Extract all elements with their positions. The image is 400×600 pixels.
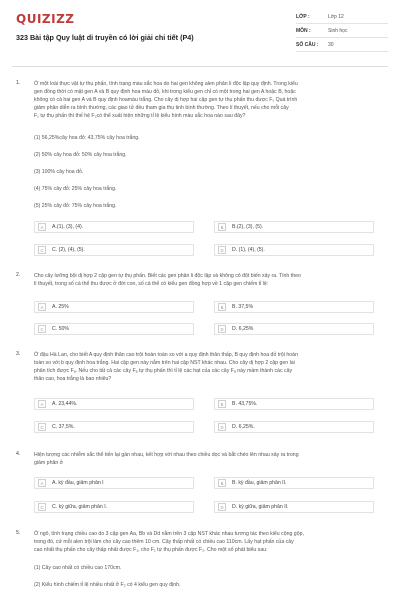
- answer-option-d[interactable]: [214, 501, 374, 513]
- option-text: B. 37,5%: [232, 304, 254, 310]
- answer-option-d[interactable]: [214, 244, 374, 256]
- question-number: 4.: [16, 451, 21, 457]
- meta-table: [296, 10, 388, 52]
- question-text-line: thân cao, hoa trắng là bao nhiêu?: [34, 376, 112, 382]
- option-text: D. 6,25%: [232, 326, 254, 332]
- header-divider: [12, 66, 388, 67]
- answer-option-a[interactable]: [34, 477, 194, 489]
- question-text-line: Ở ngô, tính trạng chiều cao do 3 cặp gen Aa, Bb và Dd nằm trên 3 cặp NST khác nhau tương tác theo kiểu cộng gộp,: [34, 531, 304, 537]
- option-text: C. (2), (4), (5).: [52, 247, 85, 253]
- meta-row-class: [296, 10, 388, 24]
- statement: (2) 50% cây hoa đỏ: 50% cây hoa trắng.: [34, 152, 127, 158]
- answer-option-a[interactable]: [34, 221, 194, 233]
- question-text-line: gen đồng thời có mặt gen A và B quy định hoa màu đỏ, khi trong kiểu gen chỉ có một trong hai gen A hoặc B, hoặc: [34, 89, 296, 95]
- statement: (5) 25% cây đỏ: 75% cây hoa trắng.: [34, 203, 117, 209]
- answer-option-c[interactable]: [34, 501, 194, 513]
- statement: (3) 100% cây hoa đỏ.: [34, 169, 84, 175]
- option-text: D. kỳ giữa, giảm phân II.: [232, 504, 289, 510]
- answer-option-b[interactable]: [214, 477, 374, 489]
- option-letter: B: [218, 303, 226, 311]
- option-letter: B: [218, 400, 226, 408]
- meta-key: SỐ CÂU :: [296, 41, 319, 48]
- option-text: D. (1), (4), (5).: [232, 247, 265, 253]
- question-text-line: lí thuyết, trong số cá thể thu được ở đời con, số cá thể có kiểu gen đồng hợp về 1 cặp gen chiếm tỉ lệ:: [34, 281, 269, 287]
- question-number: 5.: [16, 530, 21, 536]
- option-letter: D: [218, 325, 226, 333]
- question-number: 1.: [16, 80, 21, 86]
- option-letter: C: [38, 423, 46, 431]
- option-letter: D: [218, 423, 226, 431]
- answer-option-c[interactable]: [34, 244, 194, 256]
- option-letter: A: [38, 303, 46, 311]
- answer-option-b[interactable]: [214, 221, 374, 233]
- meta-row-count: [296, 38, 388, 52]
- option-letter: D: [218, 503, 226, 511]
- answer-option-c[interactable]: [34, 421, 194, 433]
- quizizz-logo: QUIZIZZ: [16, 12, 75, 26]
- question-text-line: không có cả hai gen A và B quy định hoamàu trắng. Cho cây dị hợp hai cặp gen tự thụ phấn thu được F₁ Quá trình: [34, 97, 298, 103]
- option-text: A. 25%: [52, 304, 69, 310]
- statement: (1) Cây cao nhất có chiều cao 170cm.: [34, 565, 122, 571]
- answer-option-b[interactable]: [214, 398, 374, 410]
- meta-row-subject: [296, 24, 388, 38]
- option-text: A.(1), (3), (4).: [52, 224, 84, 230]
- meta-value: Lớp 12: [328, 13, 344, 20]
- option-text: C. kỳ giữa, giảm phân I.: [52, 504, 108, 510]
- page-title: 323 Bài tập Quy luật di truyền có lời giải chi tiết (P4): [16, 33, 194, 42]
- question-text-line: phân tích được Fₐ. Nếu cho tất cả các cây Fₐ tự thụ phấn thì tỉ lệ các hạt của các cây Fₐ này mầm thành các cây: [34, 368, 293, 374]
- option-text: B.(2), (3), (5).: [232, 224, 264, 230]
- statement: (4) 75% cây đỏ: 25% cây hoa trắng.: [34, 186, 117, 192]
- question-text-line: Hiện tượng các nhiễm sắc thể tiến lại gần nhau, kết hợp với nhau theo chiều dọc và bắt chéo lên nhau xảy ra trong: [34, 452, 299, 458]
- meta-key: MÔN :: [296, 27, 311, 34]
- question-text-line: giảm phân diễn ra bình thường, các giao tử đều tham gia thụ tinh bình thường. Theo lí thuyết, nếu cho mỗi cây: [34, 105, 289, 111]
- option-letter: C: [38, 503, 46, 511]
- question-text-line: cao nhất thụ phấn cho cây thấp nhất được F₁, cho F₁ tự thụ phấn được F₂. Cho một số phát biểu sau:: [34, 547, 268, 553]
- page-header: [0, 0, 400, 62]
- meta-key: LỚP :: [296, 13, 310, 20]
- meta-value: 30: [328, 41, 334, 48]
- answer-option-a[interactable]: [34, 301, 194, 313]
- meta-value: Sinh học: [328, 27, 348, 34]
- option-letter: B: [218, 479, 226, 487]
- option-letter: C: [38, 246, 46, 254]
- option-letter: C: [38, 325, 46, 333]
- option-letter: B: [218, 223, 226, 231]
- option-text: C. 37,5%.: [52, 424, 75, 430]
- question-text-line: giảm phân ở: [34, 460, 64, 466]
- statement: (1) 56,25%cây hoa đỏ: 43,75% cây hoa trắng.: [34, 135, 140, 141]
- option-text: A. kỳ đầu, giảm phân I: [52, 480, 104, 486]
- question-text-line: toàn so với b quy định hoa trắng. Hai cặp gen này nằm trên hai cặp NST khác nhau. Cho cây dị hợp 2 cặp gen lai: [34, 360, 295, 366]
- question-text-line: trong đó, cứ mỗi alen trội làm cho cây cao thêm 10 cm. Cây thấp nhất có chiều cao 110cm. Lấy hạt phấn của cây: [34, 539, 294, 545]
- option-text: C. 50%: [52, 326, 70, 332]
- question-number: 2.: [16, 272, 21, 278]
- option-letter: A: [38, 479, 46, 487]
- answer-option-a[interactable]: [34, 398, 194, 410]
- option-text: D. 6,25%.: [232, 424, 255, 430]
- option-letter: A: [38, 400, 46, 408]
- question-number: 3.: [16, 351, 21, 357]
- question-text-line: Cho cây lưỡng bội dị hợp 2 cặp gen tự thụ phấn. Biết các gen phân li độc lập và không có đột biến xảy ra. Tính theo: [34, 273, 301, 279]
- option-letter: A: [38, 223, 46, 231]
- answer-option-d[interactable]: [214, 421, 374, 433]
- question-text-line: F₁ tự thụ phấn thì thế hệ F₂có thể xuất hiện những tỉ lệ kiểu hình màu sắc hoa nào sau đây?: [34, 113, 246, 119]
- answer-option-b[interactable]: [214, 301, 374, 313]
- option-letter: D: [218, 246, 226, 254]
- answer-option-d[interactable]: [214, 323, 374, 335]
- statement: (2) Kiểu hình chiếm tỉ lệ nhiều nhất ở F₂ có 4 kiểu gen quy định.: [34, 582, 181, 588]
- option-text: B. kỳ đầu, giảm phân II.: [232, 480, 287, 486]
- answer-option-c[interactable]: [34, 323, 194, 335]
- question-text-line: Ở một loài thực vật tự thụ phấn, tính trạng màu sắc hoa do hai gen không alen phân li độc lập quy định. Trong kiểu: [34, 81, 298, 87]
- option-text: B. 43,75%.: [232, 401, 258, 407]
- question-text-line: Ở đậu Hà Lan, cho biết A quy định thân cao trội hoàn toàn so với a quy định thân thấp, B quy định hoa đỏ trội hoàn: [34, 352, 298, 358]
- option-text: A. 23,44%.: [52, 401, 78, 407]
